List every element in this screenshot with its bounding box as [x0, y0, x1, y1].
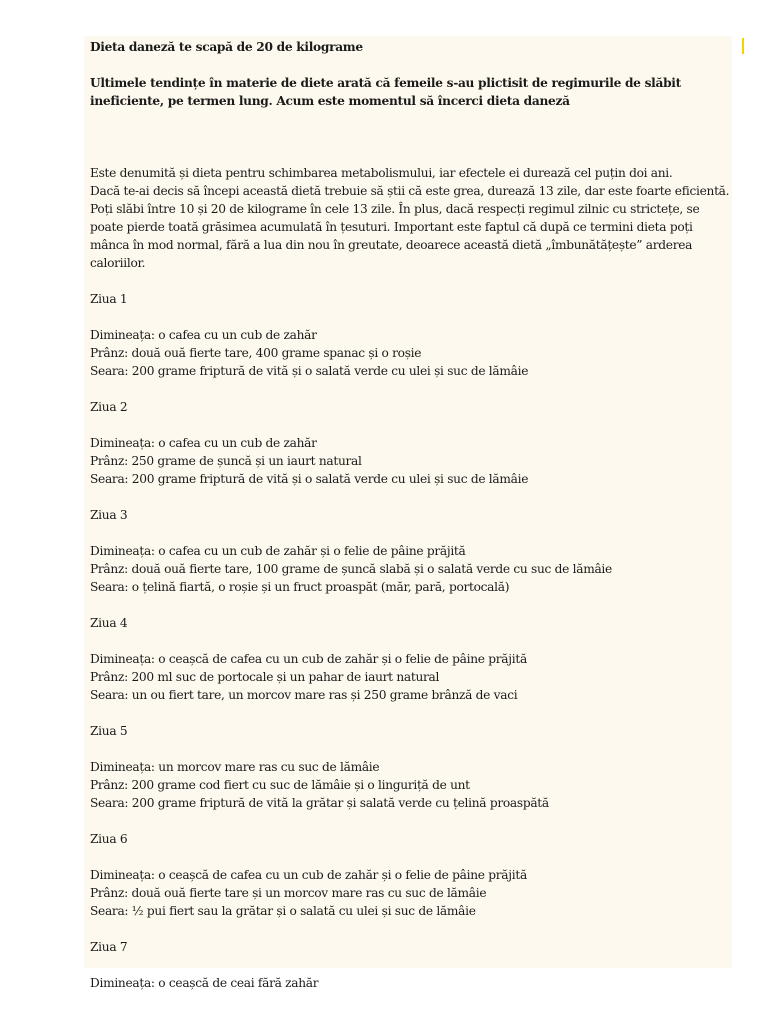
document-title: Dieta daneză te scapă de 20 de kilograme — [90, 40, 363, 54]
document-content — [90, 38, 732, 992]
day-section — [90, 398, 732, 488]
meal-dinner: Seara: 200 grame friptură de vită și o salată verde cu ulei și suc de lămâie — [90, 472, 529, 486]
meal-lunch: Prânz: 250 grame de șuncă și un iaurt natural — [90, 454, 362, 468]
day-section — [90, 506, 732, 596]
meal-breakfast: Dimineața: o ceașcă de cafea cu un cub de zahăr și o felie de pâine prăjită — [90, 868, 527, 882]
document-subtitle: Ultimele tendințe în materie de diete arată că femeile s-au plictisit de regimurile de slăbit ineficiente, pe termen lung. Acum este momentul să încerci dieta daneză — [90, 76, 681, 108]
day-section — [90, 722, 732, 812]
intro-paragraph: Dacă te-ai decis să începi această dietă trebuie să știi că este grea, durează 13 zile, dar este foarte eficientă. Poți slăbi între 10 și 20 de kilograme în cele 13 zile. În plus, dacă respecți regimul zilnic cu strictețe, se poate pierde toată grăsimea acumulată în țesuturi. Important este faptul că după ce termini dieta poți mânca în mod normal, fără a lua din nou în greutate, deoarece această dietă „îmbunătățește” arderea caloriilor. — [90, 184, 730, 270]
day-section — [90, 938, 732, 992]
meal-lunch: Prânz: două ouă fierte tare și un morcov mare ras cu suc de lămâie — [90, 886, 487, 900]
meal-breakfast: Dimineața: o cafea cu un cub de zahăr — [90, 328, 317, 342]
day-section — [90, 290, 732, 380]
meal-dinner: Seara: 200 grame friptură de vită și o salată verde cu ulei și suc de lămâie — [90, 364, 529, 378]
intro — [90, 164, 732, 272]
text-cursor-marker — [742, 38, 744, 54]
meal-dinner: Seara: ½ pui fiert sau la grătar și o salată cu ulei și suc de lămâie — [90, 904, 476, 918]
day-title: Ziua 3 — [90, 508, 128, 522]
day-section — [90, 830, 732, 920]
document-page — [84, 36, 732, 990]
day-title: Ziua 5 — [90, 724, 128, 738]
meal-breakfast: Dimineața: o cafea cu un cub de zahăr și o felie de pâine prăjită — [90, 544, 466, 558]
intro-paragraph: Este denumită și dieta pentru schimbarea metabolismului, iar efectele ei durează cel puțin doi ani. — [90, 166, 673, 180]
meal-lunch: Prânz: 200 ml suc de portocale și un pahar de iaurt natural — [90, 670, 440, 684]
meal-lunch: Prânz: 200 grame cod fiert cu suc de lămâie și o linguriță de unt — [90, 778, 470, 792]
day-title: Ziua 4 — [90, 616, 128, 630]
day-title: Ziua 7 — [90, 940, 128, 954]
meal-lunch: Prânz: două ouă fierte tare, 100 grame de șuncă slabă și o salată verde cu suc de lămâie — [90, 562, 612, 576]
day-title: Ziua 6 — [90, 832, 128, 846]
meal-dinner: Seara: un ou fiert tare, un morcov mare ras și 250 grame brânză de vaci — [90, 688, 518, 702]
day-title: Ziua 1 — [90, 292, 128, 306]
day-section — [90, 614, 732, 704]
meal-breakfast: Dimineața: un morcov mare ras cu suc de lămâie — [90, 760, 380, 774]
meal-breakfast: Dimineața: o ceașcă de cafea cu un cub de zahăr și o felie de pâine prăjită — [90, 652, 527, 666]
meal-breakfast: Dimineața: o cafea cu un cub de zahăr — [90, 436, 317, 450]
day-title: Ziua 2 — [90, 400, 128, 414]
meal-dinner: Seara: o țelină fiartă, o roșie și un fruct proaspăt (măr, pară, portocală) — [90, 580, 510, 594]
meal-lunch: Prânz: două ouă fierte tare, 400 grame spanac și o roșie — [90, 346, 422, 360]
meal-breakfast: Dimineața: o ceașcă de ceai fără zahăr — [90, 976, 319, 990]
meal-dinner: Seara: 200 grame friptură de vită la grătar și salată verde cu țelină proaspătă — [90, 796, 549, 810]
